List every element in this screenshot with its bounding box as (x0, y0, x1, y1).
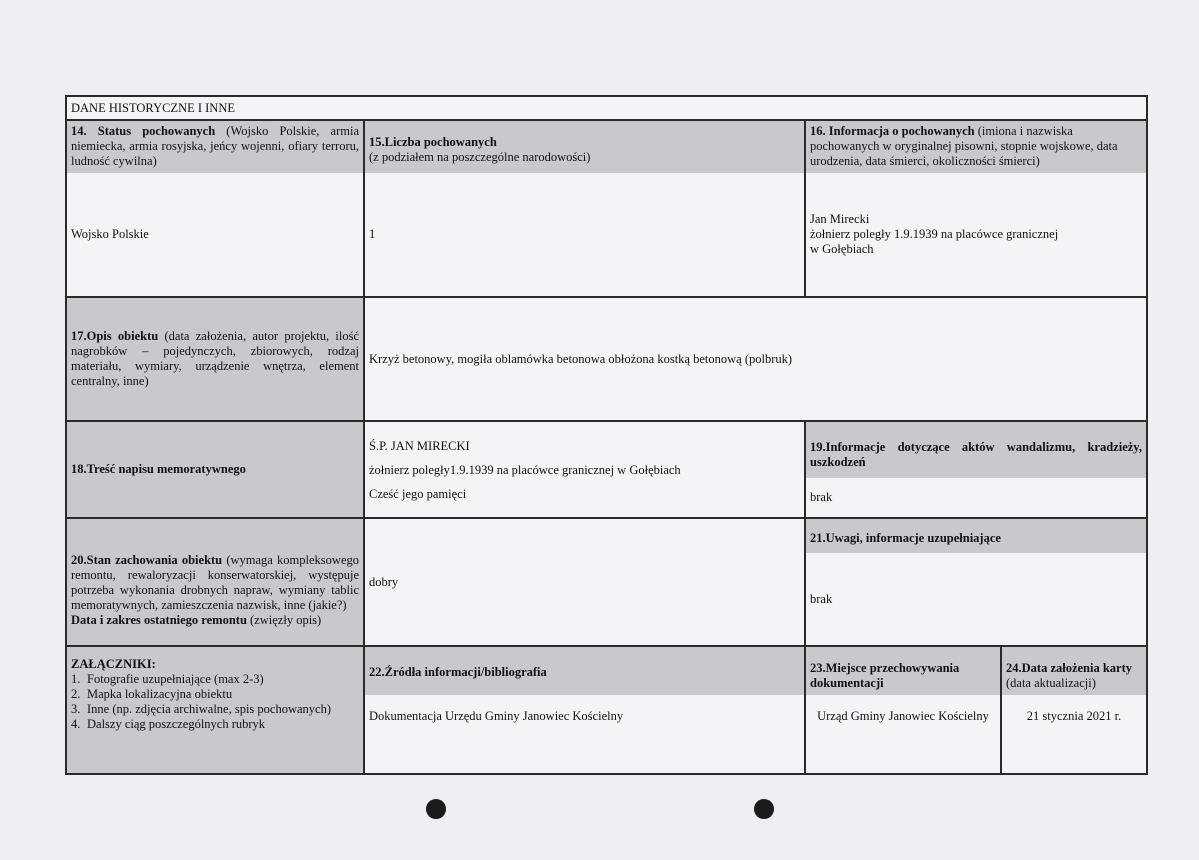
field-19-value: brak (810, 490, 833, 504)
field-21-value: brak (810, 591, 833, 606)
field-15-cell (364, 120, 805, 297)
field-22-label: 22.Źródła informacji/bibliografia (365, 647, 804, 695)
field-23-label: 23.Miejsce przechowywania dokumentacji (806, 647, 1000, 695)
field-17-value: Krzyż betonowy, mogiła oblamówka betonowa obłożona kostką betonową (polbruk) (364, 297, 1147, 421)
list-item: 3. Inne (np. zdjęcia archiwalne, spis pochowanych) (71, 702, 332, 716)
field-15-value: 1 (369, 227, 376, 241)
attachments-list (71, 672, 359, 732)
field-21-label: 21.Uwagi, informacje uzupełniające (806, 519, 1146, 553)
field-21-cell (805, 518, 1147, 646)
field-20-label: 20.Stan zachowania obiektu (wymaga kompleksowego remontu, rewaloryzacji konserwatorskiej, występuje potrzeba wykonania drobnych napraw, wymiany tablic memoratywnych, zamieszczenia nazwisk, inne (jakie?) Data i zakres ostatniego remontu (zwięzły opis) (66, 518, 364, 646)
list-item: 1. Fotografie uzupełniające (max 2-3) (71, 672, 264, 686)
field-16-cell (805, 120, 1147, 297)
field-18-value: Ś.P. JAN MIRECKI żołnierz poległy1.9.1939 na placówce granicznej w Gołębiach Cześć jego pamięci (364, 421, 805, 518)
field-14-label: 14. Status pochowanych (Wojsko Polskie, armia niemiecka, armia rosyjska, jeńcy wojenni, ofiary terroru, ludność cywilna) (67, 121, 363, 173)
list-item: 2. Mapka lokalizacyjna obiektu (71, 687, 233, 701)
field-23-value: Urząd Gminy Janowiec Kościelny (817, 709, 989, 723)
historical-data-form (65, 95, 1148, 775)
list-item: 4. Dalszy ciąg poszczególnych rubryk (71, 717, 266, 731)
field-24-cell (1001, 646, 1147, 774)
field-22-cell (364, 646, 805, 774)
field-18-label: 18.Treść napisu memoratywnego (66, 421, 364, 518)
punch-hole-right (754, 799, 774, 819)
attachments-title: ZAŁĄCZNIKI: (71, 657, 156, 671)
field-15-label: 15.Liczba pochowanych (z podziałem na poszczególne narodowości) (365, 121, 804, 173)
field-16-value: Jan Mirecki żołnierz poległy 1.9.1939 na placówce granicznej w Gołębiach (810, 212, 1059, 256)
field-16-label: 16. Informacja o pochowanych (imiona i nazwiska pochowanych w oryginalnej pisowni, stopnie wojskowe, data urodzenia, data śmierci, okoliczności śmierci) (806, 121, 1146, 173)
field-19-label: 19.Informacje dotyczące aktów wandalizmu, kradzieży, uszkodzeń (806, 422, 1146, 478)
attachments-cell (66, 646, 364, 774)
field-24-value: 21 stycznia 2021 r. (1026, 709, 1122, 723)
field-19-cell (805, 421, 1147, 518)
field-14-value: Wojsko Polskie (71, 227, 149, 241)
field-14-cell (66, 120, 364, 297)
section-header: DANE HISTORYCZNE I INNE (66, 96, 1147, 120)
field-17-label: 17.Opis obiektu (data założenia, autor projektu, ilość nagrobków – pojedynczych, zbiorowych, rodzaj materiału, wymiary, urządzenie wnętrza, element centralny, inne) (66, 297, 364, 421)
punch-hole-left (426, 799, 446, 819)
field-23-cell (805, 646, 1001, 774)
field-24-label: 24.Data założenia karty (data aktualizacji) (1002, 647, 1146, 695)
field-20-value: dobry (364, 518, 805, 646)
field-22-value: Dokumentacja Urzędu Gminy Janowiec Kościelny (369, 709, 624, 723)
